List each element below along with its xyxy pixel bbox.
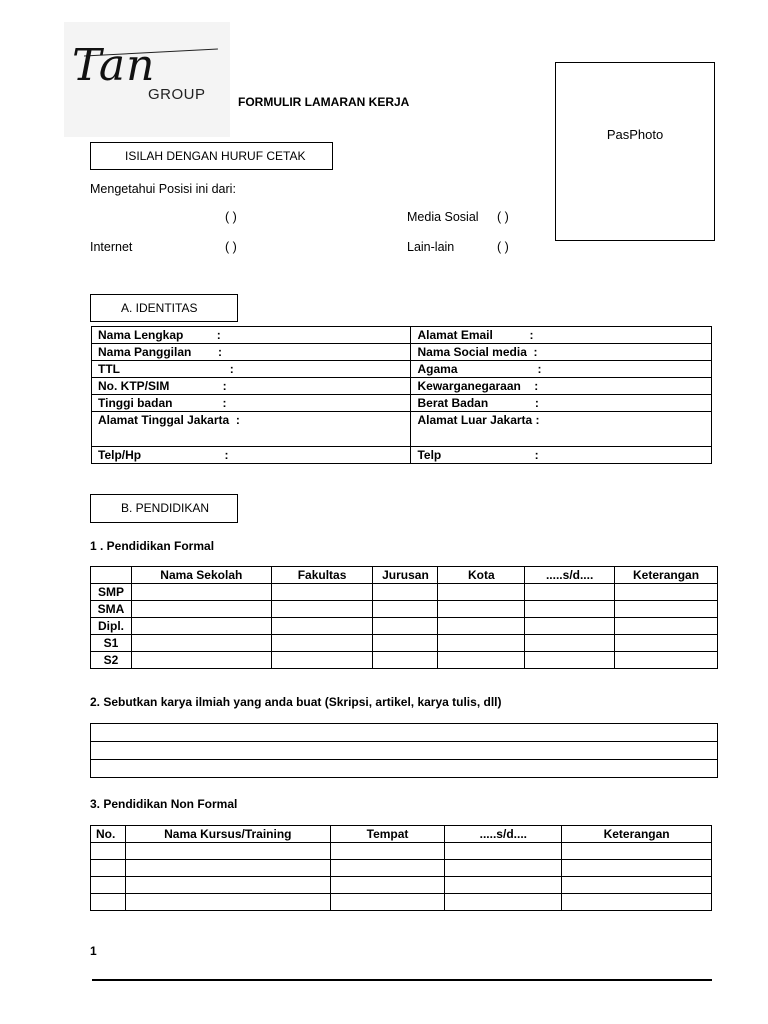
table-cell[interactable] xyxy=(330,860,445,877)
table-row xyxy=(92,412,712,447)
column-header: .....s/d.... xyxy=(525,567,615,584)
table-cell[interactable] xyxy=(131,635,271,652)
table-cell[interactable] xyxy=(373,601,438,618)
source-option-internet-checkbox[interactable]: ( ) xyxy=(225,240,237,254)
instruction-box xyxy=(90,142,333,170)
section-a-heading xyxy=(90,294,238,322)
table-row xyxy=(91,877,712,894)
section-a-heading-text: A. IDENTITAS xyxy=(121,301,198,315)
source-option-blank-checkbox[interactable]: ( ) xyxy=(225,210,237,224)
column-header: Nama Kursus/Training xyxy=(125,826,330,843)
table-cell[interactable] xyxy=(615,635,718,652)
table-cell[interactable] xyxy=(125,860,330,877)
source-option-internet-label: Internet xyxy=(90,240,133,254)
table-cell[interactable] xyxy=(91,760,718,778)
field-alamat-luar-jakarta[interactable]: Alamat Luar Jakarta : xyxy=(411,412,712,447)
table-row xyxy=(92,361,712,378)
table-cell[interactable] xyxy=(271,652,373,669)
non-formal-education-table xyxy=(90,825,712,911)
table-cell[interactable] xyxy=(525,601,615,618)
non-formal-education-title: 3. Pendidikan Non Formal xyxy=(90,797,238,811)
table-cell[interactable] xyxy=(131,584,271,601)
table-cell[interactable] xyxy=(91,877,126,894)
row-label: SMA xyxy=(91,601,132,618)
table-cell[interactable] xyxy=(615,584,718,601)
table-cell[interactable] xyxy=(131,601,271,618)
table-cell[interactable] xyxy=(91,843,126,860)
table-cell[interactable] xyxy=(525,652,615,669)
table-row xyxy=(91,724,718,742)
field-telp-hp[interactable]: Telp/Hp : xyxy=(92,447,411,464)
table-cell[interactable] xyxy=(525,618,615,635)
table-cell[interactable] xyxy=(131,618,271,635)
section-b-heading-text: B. PENDIDIKAN xyxy=(121,501,210,515)
table-cell[interactable] xyxy=(373,618,438,635)
table-cell[interactable] xyxy=(562,843,712,860)
table-cell[interactable] xyxy=(562,877,712,894)
table-cell[interactable] xyxy=(562,894,712,911)
table-cell[interactable] xyxy=(373,635,438,652)
column-header: Keterangan xyxy=(562,826,712,843)
table-cell[interactable] xyxy=(615,601,718,618)
table-cell[interactable] xyxy=(438,601,525,618)
table-row xyxy=(91,760,718,778)
column-header: Keterangan xyxy=(615,567,718,584)
column-header: Kota xyxy=(438,567,525,584)
company-logo xyxy=(64,22,230,137)
table-row xyxy=(92,447,712,464)
table-cell[interactable] xyxy=(525,635,615,652)
table-row xyxy=(91,652,718,669)
table-cell[interactable] xyxy=(615,618,718,635)
karya-ilmiah-title: 2. Sebutkan karya ilmiah yang anda buat (Skripsi, artikel, karya tulis, dll) xyxy=(90,695,502,709)
table-cell[interactable] xyxy=(438,652,525,669)
table-cell[interactable] xyxy=(373,652,438,669)
table-cell[interactable] xyxy=(125,843,330,860)
field-berat-badan[interactable]: Berat Badan : xyxy=(411,395,712,412)
identitas-table xyxy=(91,326,712,464)
table-cell[interactable] xyxy=(91,894,126,911)
section-b-heading xyxy=(90,494,238,523)
row-label: S1 xyxy=(91,635,132,652)
row-label: Dipl. xyxy=(91,618,132,635)
table-row xyxy=(91,618,718,635)
table-row xyxy=(91,894,712,911)
column-header: .....s/d.... xyxy=(445,826,562,843)
source-option-lain-lain-checkbox[interactable]: ( ) xyxy=(497,240,509,254)
field-nama-social-media[interactable]: Nama Social media : xyxy=(411,344,712,361)
footer-divider xyxy=(92,979,712,981)
table-row xyxy=(92,395,712,412)
table-cell[interactable] xyxy=(330,877,445,894)
column-header: Tempat xyxy=(330,826,445,843)
column-header: Jurusan xyxy=(373,567,438,584)
table-cell[interactable] xyxy=(445,843,562,860)
table-row xyxy=(91,601,718,618)
page-number: 1 xyxy=(90,944,97,958)
source-option-media-sosial-checkbox[interactable]: ( ) xyxy=(497,210,509,224)
column-header: Fakultas xyxy=(271,567,373,584)
table-cell[interactable] xyxy=(271,635,373,652)
source-option-media-sosial-label: Media Sosial xyxy=(407,210,479,224)
table-cell[interactable] xyxy=(125,894,330,911)
formal-education-title: 1 . Pendidikan Formal xyxy=(90,539,215,553)
table-cell[interactable] xyxy=(438,635,525,652)
form-title: FORMULIR LAMARAN KERJA xyxy=(238,95,410,109)
table-cell[interactable] xyxy=(91,742,718,760)
logo-group-text: GROUP xyxy=(148,86,206,103)
table-cell[interactable] xyxy=(445,877,562,894)
table-header-row xyxy=(91,826,712,843)
karya-ilmiah-table xyxy=(90,723,718,778)
table-cell[interactable] xyxy=(131,652,271,669)
column-header: Nama Sekolah xyxy=(131,567,271,584)
table-cell[interactable] xyxy=(525,584,615,601)
source-question: Mengetahui Posisi ini dari: xyxy=(90,182,236,196)
table-row xyxy=(91,860,712,877)
table-cell[interactable] xyxy=(438,618,525,635)
source-option-lain-lain-label: Lain-lain xyxy=(407,240,455,254)
formal-education-table xyxy=(90,566,718,669)
field-nama-lengkap[interactable]: Nama Lengkap : xyxy=(92,327,411,344)
field-kewarganegaraan[interactable]: Kewarganegaraan : xyxy=(411,378,712,395)
table-row xyxy=(91,584,718,601)
field-no-ktp-sim[interactable]: No. KTP/SIM : xyxy=(92,378,411,395)
table-header-row xyxy=(91,567,718,584)
table-cell[interactable] xyxy=(615,652,718,669)
field-alamat-tinggal-jakarta[interactable]: Alamat Tinggal Jakarta : xyxy=(92,412,411,447)
table-cell[interactable] xyxy=(562,860,712,877)
instruction-text: ISILAH DENGAN HURUF CETAK xyxy=(125,149,306,163)
table-cell[interactable] xyxy=(438,584,525,601)
field-ttl[interactable]: TTL : xyxy=(92,361,411,378)
table-row xyxy=(91,742,718,760)
table-row xyxy=(92,327,712,344)
table-row xyxy=(92,378,712,395)
row-label: S2 xyxy=(91,652,132,669)
field-tinggi-badan[interactable]: Tinggi badan : xyxy=(92,395,411,412)
table-cell[interactable] xyxy=(271,618,373,635)
field-telp[interactable]: Telp : xyxy=(411,447,712,464)
table-row xyxy=(92,344,712,361)
pasphoto-box xyxy=(555,62,715,241)
table-cell[interactable] xyxy=(445,894,562,911)
pasphoto-label: PasPhoto xyxy=(606,127,664,142)
row-label: SMP xyxy=(91,584,132,601)
table-cell[interactable] xyxy=(330,894,445,911)
table-cell[interactable] xyxy=(91,860,126,877)
table-cell[interactable] xyxy=(91,724,718,742)
field-nama-panggilan[interactable]: Nama Panggilan : xyxy=(92,344,411,361)
table-cell[interactable] xyxy=(373,584,438,601)
table-cell[interactable] xyxy=(125,877,330,894)
field-alamat-email[interactable]: Alamat Email : xyxy=(411,327,712,344)
table-row xyxy=(91,843,712,860)
column-header: No. xyxy=(91,826,126,843)
table-cell[interactable] xyxy=(330,843,445,860)
field-agama[interactable]: Agama : xyxy=(411,361,712,378)
table-cell[interactable] xyxy=(445,860,562,877)
table-row xyxy=(91,635,718,652)
table-cell[interactable] xyxy=(271,584,373,601)
column-header xyxy=(91,567,132,584)
table-cell[interactable] xyxy=(271,601,373,618)
logo-script-text: Tan xyxy=(72,40,156,91)
